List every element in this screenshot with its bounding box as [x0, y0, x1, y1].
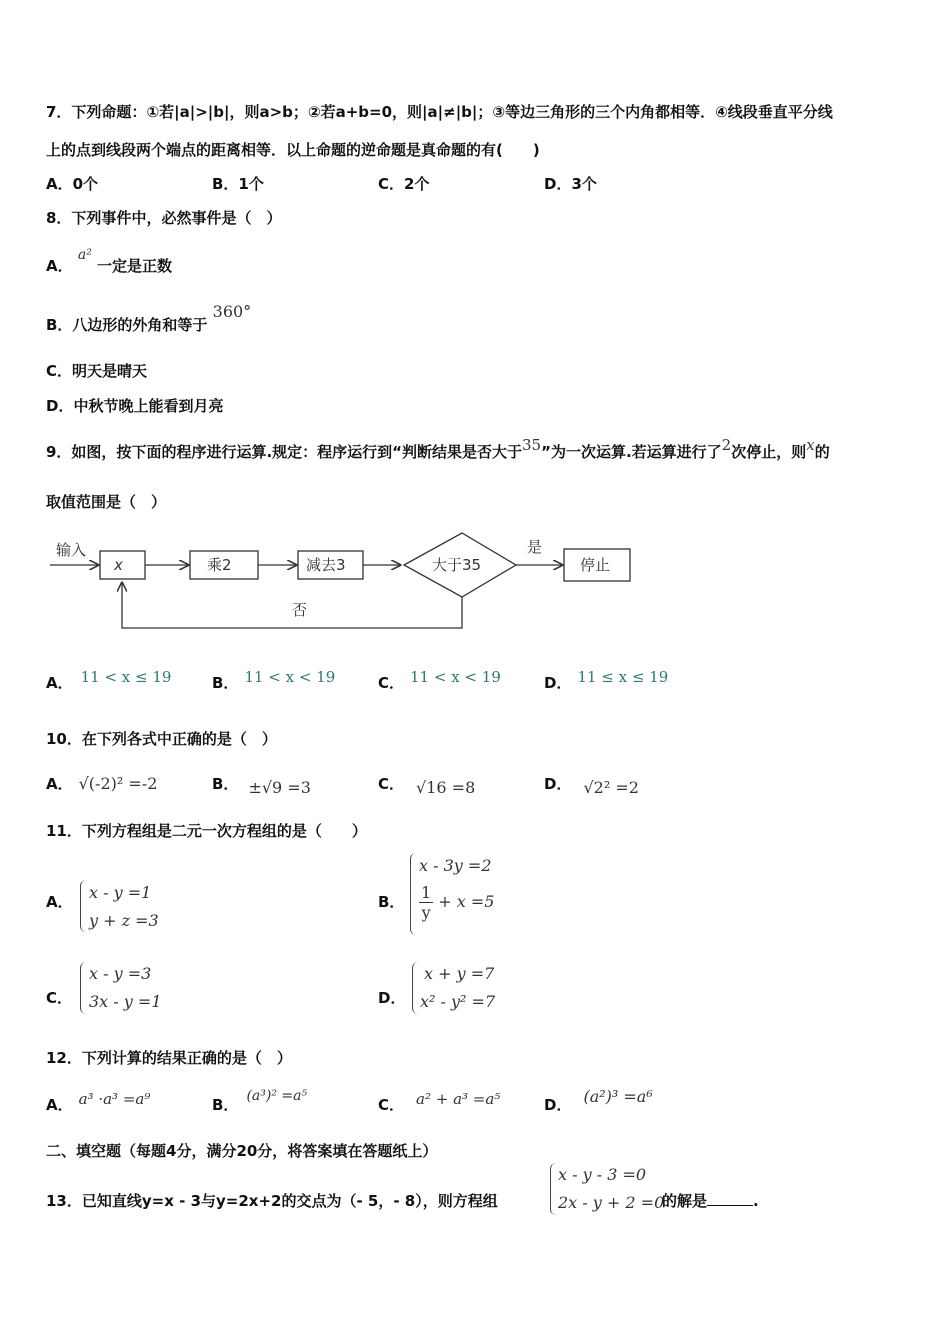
- q13-tail: [662, 1190, 759, 1211]
- q11-c-eq1: x - y =3: [89, 964, 152, 983]
- q9-b-label: B．: [212, 674, 239, 692]
- q10-b-label: B．: [212, 775, 239, 793]
- flow-input-label: 输入: [56, 541, 87, 559]
- q11-stem: 11．下列方程组是二元一次方程组的是（ ）: [46, 822, 367, 840]
- q10-option-b: [212, 773, 311, 797]
- flow-box-x-label: x: [114, 556, 123, 574]
- q9-c-math: 11 < x < 19: [410, 668, 501, 686]
- q9-stem-num2: 2: [721, 436, 732, 454]
- q7-option-a: A．0个: [46, 175, 99, 193]
- q9-c-label: C．: [378, 674, 405, 692]
- section2-title: 二、填空题（每题4分，满分20分，将答案填在答题纸上）: [46, 1142, 438, 1160]
- q9-a-math: 11 < x ≤ 19: [80, 668, 172, 686]
- q11-b-fraction: [419, 883, 433, 922]
- q11-a-brace: [80, 880, 87, 932]
- q11-d-brace: [412, 962, 419, 1014]
- q9-stem-post: 次停止，则: [731, 443, 807, 461]
- flow-box-subtract-label: 减去3: [306, 556, 346, 574]
- q11-a-eq2: y + z =3: [89, 911, 159, 930]
- q11-d-eq2: x² - y² =7: [420, 992, 496, 1011]
- q10-a-label: A．: [46, 775, 73, 793]
- q11-d-eq1: x + y =7: [424, 964, 495, 983]
- q11-b-label: B．: [378, 893, 405, 911]
- q11-b-eq2-rest: + x =5: [438, 892, 495, 911]
- q12-a-math: a³ ·a³ =a⁹: [78, 1090, 151, 1108]
- q10-d-label: D．: [544, 775, 572, 793]
- flow-box-multiply-label: 乘2: [207, 556, 232, 574]
- q10-option-d: [544, 773, 639, 797]
- q9-stem-pre: 9．如图，按下面的程序进行运算.规定：程序运行到“判断结果是否大于: [46, 443, 522, 461]
- q7-option-c: C．2个: [378, 175, 430, 193]
- q10-option-c: [378, 773, 476, 797]
- flow-diamond-label: 大于35: [432, 556, 482, 574]
- q10-stem: 10．在下列各式中正确的是（ ）: [46, 730, 277, 748]
- q11-b-fraction-den: y: [421, 903, 431, 922]
- q10-c-math: √16 =8: [416, 778, 476, 797]
- q12-c-math: a² + a³ =a⁵: [416, 1090, 501, 1108]
- q13-stem: 13．已知直线y=x - 3与y=2x+2的交点为（- 5，- 8），则方程组: [46, 1192, 498, 1210]
- q13-end: .: [753, 1192, 759, 1210]
- q9-flowchart: [40, 525, 640, 640]
- q13-answer-blank[interactable]: [707, 1205, 753, 1206]
- q9-stem: [46, 436, 830, 462]
- q9-stem-num1: 35: [522, 436, 542, 454]
- flow-no-label: 否: [292, 601, 308, 619]
- q9-d-math: 11 ≤ x ≤ 19: [577, 668, 669, 686]
- q12-option-a: [46, 1090, 151, 1115]
- q8-a-math: a²: [77, 247, 92, 263]
- q12-a-label: A．: [46, 1096, 73, 1114]
- q9-stem-end: 的: [814, 443, 830, 461]
- q8-stem: 8．下列事件中，必然事件是（ ）: [46, 209, 282, 227]
- q9-line2: 取值范围是（ ）: [46, 493, 167, 511]
- q7-line2: 上的点到线段两个端点的距离相等．以上命题的逆命题是真命题的有( ): [46, 141, 540, 159]
- q12-b-label: B．: [212, 1096, 239, 1114]
- q10-b-math: ±√9 =3: [248, 778, 311, 797]
- q8-option-c: C．明天是晴天: [46, 362, 148, 380]
- q9-stem-mid: ”为一次运算.若运算进行了: [541, 443, 722, 461]
- q8-option-b: [46, 302, 252, 335]
- q9-option-d: [544, 668, 669, 693]
- q12-b-math: (a³)² =a⁵: [246, 1088, 308, 1104]
- q11-b-fraction-num: 1: [421, 883, 432, 902]
- q11-b-eq1: x - 3y =2: [419, 856, 492, 875]
- q11-c-label: C．: [46, 989, 73, 1007]
- q12-c-label: C．: [378, 1096, 405, 1114]
- q12-option-c: [378, 1090, 501, 1115]
- q8-option-a: [46, 247, 173, 276]
- q13-brace: [550, 1163, 557, 1215]
- flow-box-stop-label: 停止: [580, 556, 611, 574]
- q11-c-eq2: 3x - y =1: [89, 992, 162, 1011]
- q10-a-math: √(-2)² =-2: [78, 774, 158, 793]
- flow-yes-label: 是: [527, 538, 543, 556]
- q9-option-a: [46, 668, 172, 693]
- q7-option-d: D．3个: [544, 175, 597, 193]
- q9-d-label: D．: [544, 674, 572, 692]
- q11-a-eq1: x - y =1: [89, 883, 152, 902]
- q10-c-label: C．: [378, 775, 405, 793]
- q11-d-label: D．: [378, 989, 406, 1007]
- q12-option-d: [544, 1087, 653, 1115]
- q9-stem-var: x: [806, 436, 815, 454]
- q8-b-math: 360°: [212, 302, 252, 321]
- q12-d-math: (a²)³ =a⁶: [583, 1087, 653, 1106]
- q9-option-b: [212, 668, 336, 693]
- q11-c-brace: [80, 962, 87, 1014]
- q9-a-label: A．: [46, 674, 73, 692]
- q10-option-a: [46, 773, 157, 794]
- q11-b-eq2: [419, 883, 494, 922]
- q12-stem: 12．下列计算的结果正确的是（ ）: [46, 1049, 292, 1067]
- q10-d-math: √2² =2: [583, 778, 639, 797]
- q8-option-d: D．中秋节晚上能看到月亮: [46, 397, 224, 415]
- q8-a-label: A．: [46, 257, 73, 275]
- q8-a-text: 一定是正数: [97, 257, 173, 275]
- q7-line1: 7．下列命题：①若|a|>|b|，则a>b；②若a+b=0，则|a|≠|b|；③等边三角形的三个内角都相等．④线段垂直平分线: [46, 103, 833, 121]
- q11-b-brace: [410, 853, 417, 935]
- q8-b-label: B．八边形的外角和等于: [46, 316, 208, 334]
- q13-eq1: x - y - 3 =0: [558, 1165, 647, 1184]
- q11-a-label: A．: [46, 893, 73, 911]
- q12-option-b: [212, 1088, 308, 1115]
- q9-b-math: 11 < x < 19: [244, 668, 336, 686]
- q13-eq2: 2x - y + 2 =0: [558, 1193, 665, 1212]
- q12-d-label: D．: [544, 1096, 572, 1114]
- q9-option-c: [378, 668, 501, 693]
- q13-tail-text: 的解是: [662, 1192, 708, 1210]
- q7-option-b: B．1个: [212, 175, 264, 193]
